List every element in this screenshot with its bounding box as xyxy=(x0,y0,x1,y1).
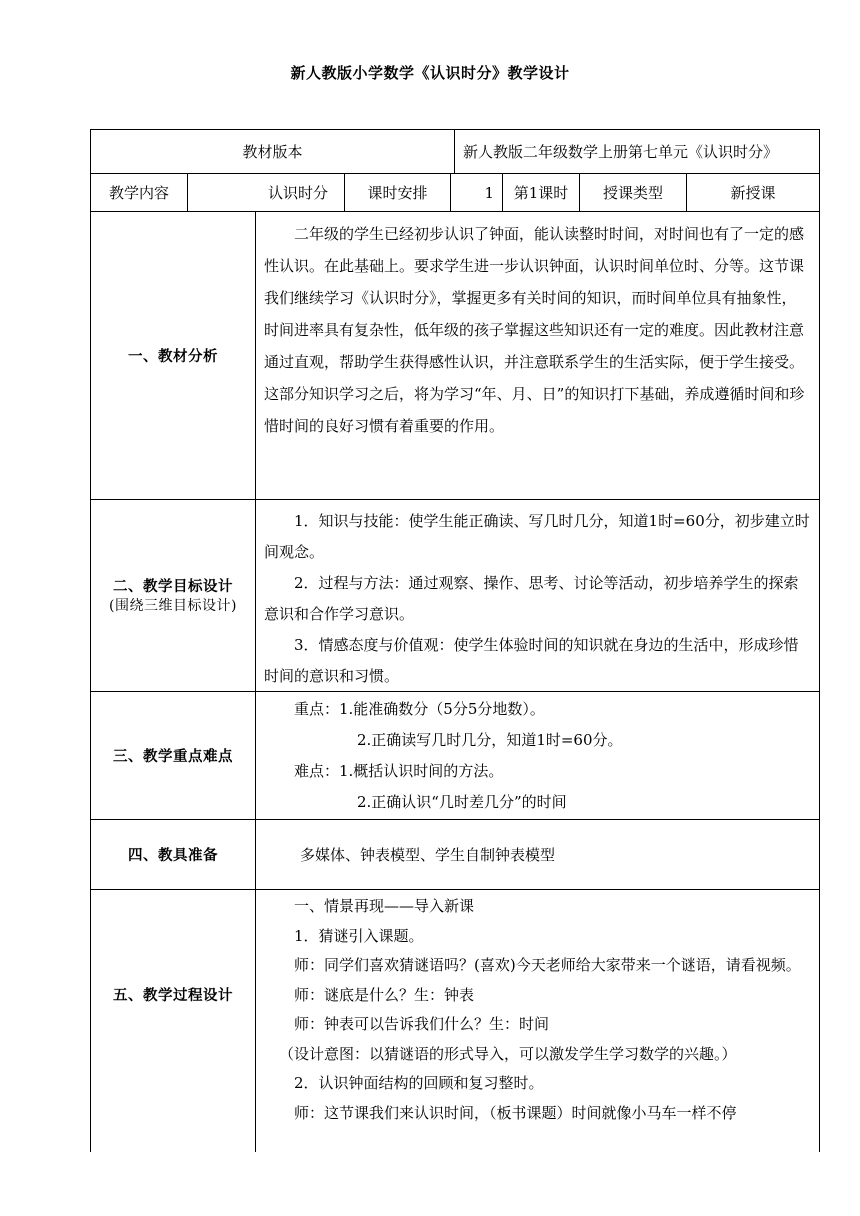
process-row xyxy=(91,890,819,1152)
process-line: （设计意图：以猜谜语的形式导入，可以激发学生学习数学的兴趣。） xyxy=(279,1044,737,1063)
goal-item: 3．情感态度与价值观：使学生体验时间的知识就在身边的生活中，形成珍惜时间的意识和习惯。 xyxy=(264,636,799,685)
schedule-label: 课时安排 xyxy=(345,174,451,211)
materials-row xyxy=(91,820,819,890)
materials-label: 四、教具准备 xyxy=(91,820,256,889)
process-line: 师：同学们喜欢猜谜语吗？(喜欢)今天老师给大家带来一个谜语，请看视频。 xyxy=(294,956,801,974)
document-title: 新人教版小学数学《认识时分》教学设计 xyxy=(290,64,570,82)
type-value: 新授课 xyxy=(730,184,776,202)
analysis-content xyxy=(256,212,819,499)
goal-item: 2．过程与方法：通过观察、操作、思考、讨论等活动，初步培养学生的探索意识和合作学习意识。 xyxy=(264,574,799,623)
lesson-plan-table xyxy=(90,129,820,1152)
goals-content xyxy=(256,500,819,691)
goal-item: 1．知识与技能：使学生能正确读、写几时几分，知道1时=60分，初步建立时间观念。 xyxy=(264,512,810,561)
process-label-cell xyxy=(91,890,256,1152)
version-value: 新人教版二年级数学上册第七单元《认识时分》 xyxy=(463,143,779,161)
analysis-text: 二年级的学生已经初步认识了钟面，能认读整时时间，对时间也有了一定的感性认识。在此基础上。要求学生进一步认识钟面，认识时间单位时、分等。这节课我们继续学习《认识时分》，掌握更多有关时间的知识，而时间单位具有抽象性，时间进率具有复杂性，低年级的孩子掌握这些知识还有一定的难度。因此教材注意通过直观，帮助学生获得感性认识，并注意联系学生的生活实际，便于学生接受。这部分知识学习之后，将为学习“年、月、日”的知识打下基础，养成遵循时间和珍惜时间的良好习惯有着重要的作用。 xyxy=(264,225,805,435)
analysis-row xyxy=(91,212,819,500)
meta-row xyxy=(91,174,819,212)
version-row xyxy=(91,130,819,174)
version-label: 教材版本 xyxy=(91,130,455,173)
key-point-line: 重点：1.能准确数分（5分5分地数）。 xyxy=(294,700,545,718)
difficult-point-line: 难点：1.概括认识时间的方法。 xyxy=(294,762,504,780)
process-line: 师：谜底是什么？生：钟表 xyxy=(294,985,475,1004)
goals-label-cell xyxy=(91,500,256,691)
key-point-line: 2.正确读写几时几分，知道1时=60分。 xyxy=(357,731,623,749)
goals-sublabel: (围绕三维目标设计) xyxy=(109,598,237,614)
difficult-point-line: 2.正确认识“几时差几分”的时间 xyxy=(357,793,567,811)
type-label: 授课类型 xyxy=(580,174,687,211)
process-line: 一、情景再现——导入新课 xyxy=(294,897,475,915)
content-label: 教学内容 xyxy=(91,174,188,211)
goals-row xyxy=(91,500,819,692)
schedule-value: 第1课时 xyxy=(503,174,580,211)
keypoints-row xyxy=(91,692,819,820)
analysis-label: 一、教材分析 xyxy=(91,212,256,499)
keypoints-content xyxy=(256,692,819,819)
process-content xyxy=(256,890,819,1152)
schedule-count: 1 xyxy=(451,174,503,211)
keypoints-label: 三、教学重点难点 xyxy=(91,692,256,819)
process-line: 师：钟表可以告诉我们什么？生：时间 xyxy=(294,1015,550,1033)
content-value: 认识时分 xyxy=(188,174,345,211)
goals-label: 二、教学目标设计 xyxy=(113,578,233,595)
process-line: 师：这节课我们来认识时间，（板书课题）时间就像小马车一样不停 xyxy=(294,1103,737,1122)
process-line: 1．猜谜引入课题。 xyxy=(294,926,424,945)
materials-content: 多媒体、钟表模型、学生自制钟表模型 xyxy=(300,846,556,864)
process-line: 2．认识钟面结构的回顾和复习整时。 xyxy=(294,1074,544,1092)
process-label: 五、教学过程设计 xyxy=(113,987,233,1004)
